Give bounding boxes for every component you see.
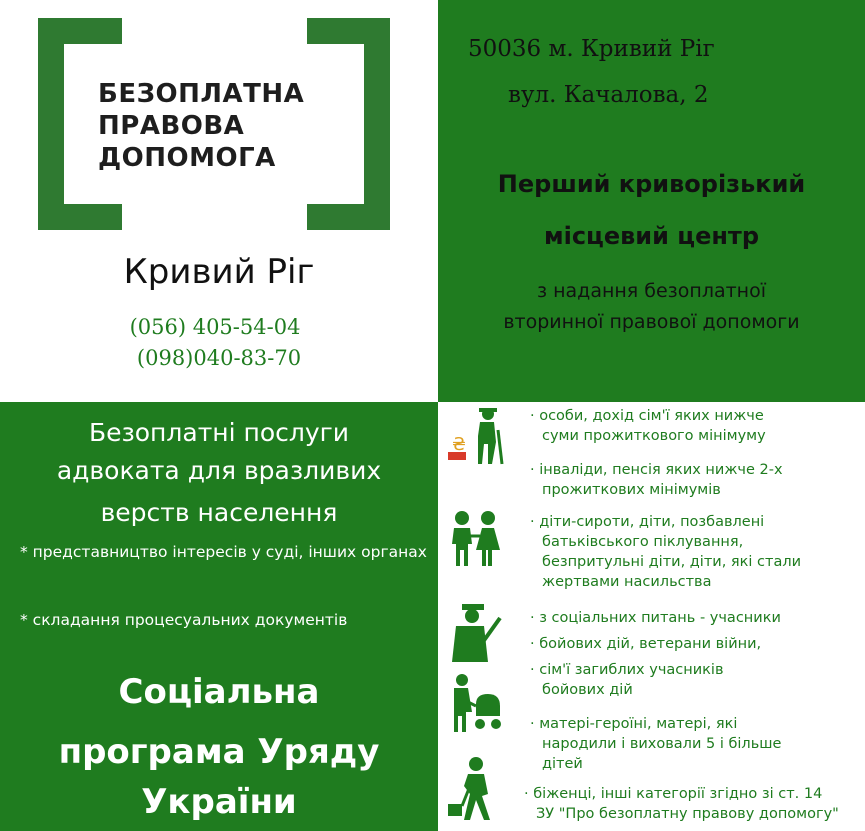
category-text: · особи, дохід сім'ї яких нижче	[530, 408, 764, 424]
center-title-2: місцевий центр	[543, 222, 760, 250]
logo	[38, 18, 390, 230]
category-text: · біженці, інші категорії згідно зі ст. 14	[524, 786, 823, 802]
category-veterans	[530, 634, 860, 654]
services-title-3: верств населення	[100, 498, 338, 527]
category-refugees	[524, 784, 862, 824]
logo-line-1: БЕЗОПЛАТНА	[98, 79, 305, 109]
category-mothers	[530, 714, 860, 774]
phone-2[interactable]: (098)040-83-70	[136, 346, 302, 370]
svg-text:₴: ₴	[452, 434, 466, 455]
service-item-representation: * представництво інтересів у суді, інших органах	[20, 543, 427, 561]
soldier-icon	[444, 602, 502, 664]
services-title-1: Безоплатні послуги	[88, 418, 350, 447]
address-panel	[438, 0, 865, 402]
category-combatants	[530, 608, 860, 628]
category-text: безпритульні діти, діти, які стали	[542, 554, 802, 570]
logo-line-3: ДОПОМОГА	[98, 143, 276, 173]
category-fallen-families	[530, 660, 860, 700]
children-icon	[446, 510, 504, 568]
services-panel	[0, 402, 438, 831]
logo-panel	[0, 0, 438, 402]
category-text: бойових дій	[542, 682, 633, 698]
category-text: · матері-героїні, матері, які	[530, 716, 738, 732]
category-text: народили і виховали 5 і більше	[542, 736, 782, 752]
logo-line-2: ПРАВОВА	[98, 111, 245, 141]
social-program-line-2: програма Уряду	[58, 732, 380, 772]
mother-with-stroller-icon	[446, 672, 504, 734]
phone-1[interactable]: (056) 405-54-04	[129, 315, 301, 339]
category-orphans	[530, 512, 860, 592]
center-subtitle-1: з надання безоплатної	[536, 280, 767, 302]
logo-text	[98, 78, 348, 174]
service-item-documents: * складання процесуальних документів	[20, 611, 348, 629]
category-text: · інваліди, пенсія яких нижче 2-х	[530, 462, 783, 478]
category-text: прожиткових мінімумів	[542, 482, 721, 498]
category-text: батьківського піклування,	[542, 534, 744, 550]
category-low-income	[530, 406, 860, 446]
center-title-1: Перший криворізький	[497, 170, 806, 198]
center-subtitle-2: вторинної правової допомоги	[503, 311, 800, 333]
social-program-line-3: України	[141, 782, 297, 822]
category-text: ЗУ "Про безоплатну правову допомогу"	[536, 806, 839, 822]
category-text: дітей	[542, 756, 583, 772]
address-line-1: 50036 м. Кривий Ріг	[468, 36, 715, 62]
elderly-with-cane-icon	[444, 406, 506, 466]
category-disabled	[530, 460, 860, 500]
address-line-2: вул. Качалова, 2	[508, 82, 709, 108]
category-text: · з соціальних питань - учасники	[530, 610, 781, 626]
services-title-2: адвоката для вразливих	[56, 456, 382, 485]
category-text: · сім'ї загиблих учасників	[530, 662, 724, 678]
social-program-line-1: Соціальна	[118, 672, 320, 712]
category-text: суми прожиткового мінімуму	[542, 428, 766, 444]
category-text: · бойових дій, ветерани війни,	[530, 636, 762, 652]
category-text: · діти-сироти, діти, позбавлені	[530, 514, 765, 530]
city-name: Кривий Ріг	[123, 252, 315, 292]
categories-panel	[438, 402, 865, 831]
category-text: жертвами насильства	[542, 574, 712, 590]
refugee-walking-icon	[444, 756, 504, 822]
